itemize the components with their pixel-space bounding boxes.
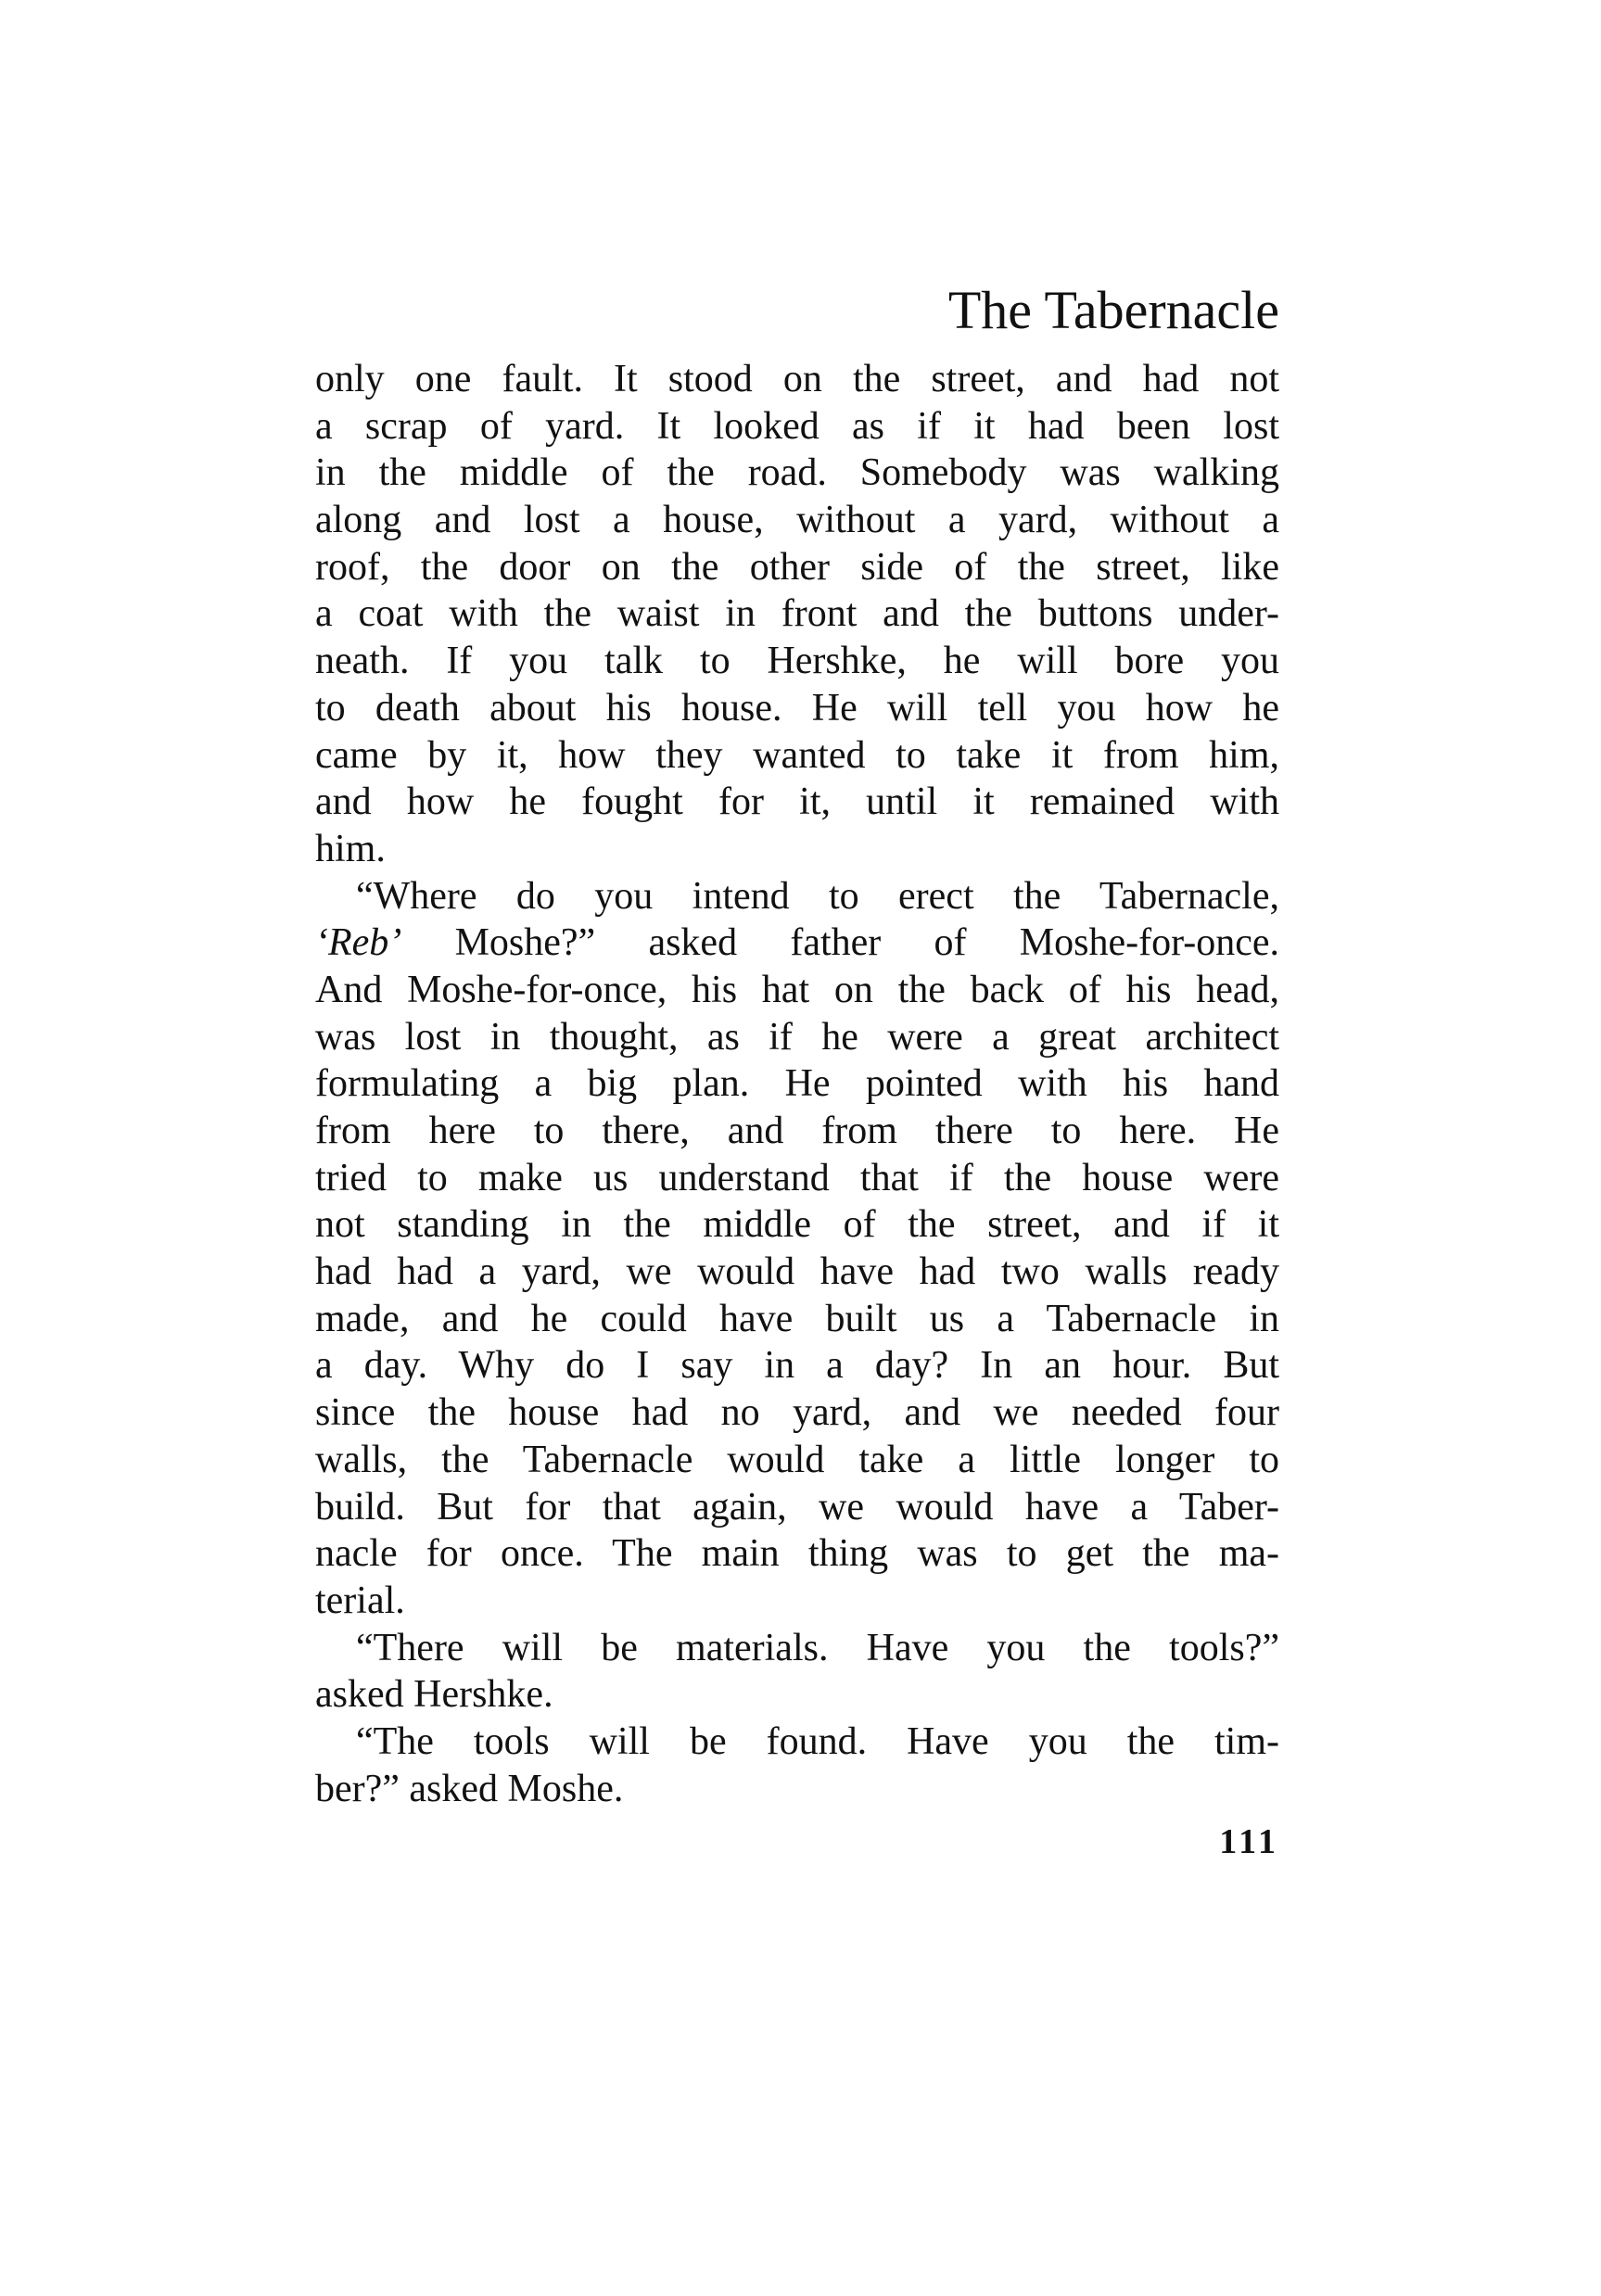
text-line: terial. bbox=[315, 1579, 405, 1622]
text-line: roof, the door on the other side of the street, like bbox=[315, 545, 1279, 589]
text-line: build. But for that again, we would have a Taber- bbox=[315, 1485, 1279, 1529]
text-line: had had a yard, we would have had two walls ready bbox=[315, 1250, 1279, 1294]
text-line: nacle for once. The main thing was to get the ma- bbox=[315, 1532, 1279, 1576]
text-line: only one fault. It stood on the street, and had not bbox=[315, 358, 1279, 400]
text-line-rest: Moshe?” asked father of Moshe-for-once. bbox=[454, 921, 1280, 965]
text-line: was lost in thought, as if he were a great architect bbox=[315, 1015, 1279, 1059]
text-line: ber?” asked Moshe. bbox=[315, 1767, 624, 1810]
text-line: “There will be materials. Have you the tools?” bbox=[356, 1626, 1279, 1669]
text-line: along and lost a house, without a yard, without a bbox=[315, 499, 1279, 542]
text-line: came by it, how they wanted to take it from him, bbox=[315, 733, 1279, 777]
text-line: a coat with the waist in front and the buttons under- bbox=[315, 592, 1279, 636]
text-line: and how he fought for it, until it remained with bbox=[315, 780, 1279, 824]
text-line: from here to there, and from there to here. He bbox=[315, 1110, 1279, 1152]
text-line: in the middle of the road. Somebody was walking bbox=[315, 451, 1279, 495]
text-line: walls, the Tabernacle would take a little longer to bbox=[315, 1438, 1279, 1481]
italic-honorific: ‘Reb’ bbox=[315, 921, 402, 965]
text-line bbox=[315, 920, 1279, 967]
body-text bbox=[315, 356, 1279, 1812]
text-line: neath. If you talk to Hershke, he will bore you bbox=[315, 640, 1279, 683]
text-line: to death about his house. He will tell you how he bbox=[315, 686, 1279, 729]
text-line: And Moshe-for-once, his hat on the back of his head, bbox=[315, 968, 1279, 1011]
page-number: 111 bbox=[1219, 1822, 1279, 1861]
text-line: him. bbox=[315, 827, 386, 870]
text-line: asked Hershke. bbox=[315, 1673, 553, 1717]
text-line: a day. Why do I say in a day? In an hour. But bbox=[315, 1344, 1279, 1388]
text-line: tried to make us understand that if the house were bbox=[315, 1156, 1279, 1199]
text-line: a scrap of yard. It looked as if it had been lost bbox=[315, 404, 1279, 448]
text-line: made, and he could have built us a Tabernacle in bbox=[315, 1297, 1279, 1340]
running-title: The Tabernacle bbox=[947, 280, 1279, 340]
text-line: formulating a big plan. He pointed with his hand bbox=[315, 1062, 1279, 1106]
text-line: “The tools will be found. Have you the tim- bbox=[356, 1719, 1279, 1763]
text-line: since the house had no yard, and we needed four bbox=[315, 1391, 1279, 1435]
text-line: not standing in the middle of the street, and if it bbox=[315, 1203, 1279, 1247]
text-line: “Where do you intend to erect the Tabernacle, bbox=[356, 874, 1279, 918]
